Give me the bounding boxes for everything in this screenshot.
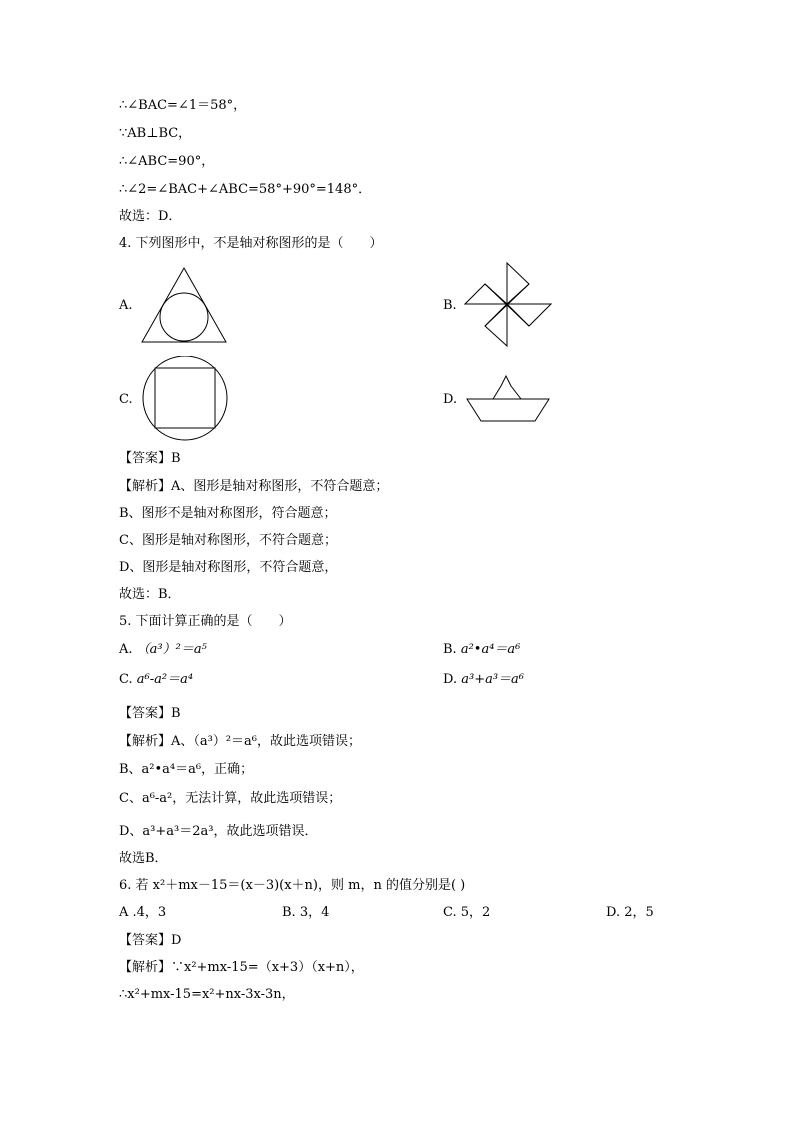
option-d: D. 2，5 xyxy=(606,905,654,920)
option-b-label: B. xyxy=(443,298,457,313)
analysis-line: B、图形不是轴对称图形，符合题意； xyxy=(119,506,337,521)
option-label: C. xyxy=(119,672,133,687)
option-expression: a²•a⁴＝a⁶ xyxy=(460,642,521,657)
answer: 【答案】D xyxy=(119,933,182,948)
question-5-stem: 5. 下面计算正确的是（ ） xyxy=(119,614,292,629)
analysis-line: 故选：B． xyxy=(119,587,181,602)
analysis-line: D、a³+a³＝2a³，故此选项错误． xyxy=(119,824,318,839)
option-b xyxy=(443,641,520,659)
text-line: ∴∠BAC=∠1＝58°， xyxy=(119,98,247,113)
option-label: B. xyxy=(443,642,457,657)
option-c-label: C. xyxy=(119,392,133,407)
option-a xyxy=(119,641,207,659)
question-6-stem: 6. 若 x²＋mx－15＝(x－3)(x＋n)，则 m，n 的值分别是( ) xyxy=(119,878,466,893)
paper-boat-figure xyxy=(465,372,551,424)
analysis-line: 【解析】∵x²+mx-15=（x+3）（x+n）， xyxy=(119,960,364,975)
answer: 【答案】B xyxy=(119,451,181,466)
option-c xyxy=(119,671,193,689)
option-expression: （a³）²＝a⁵ xyxy=(136,642,207,657)
analysis-line: 【解析】A、图形是轴对称图形，不符合题意； xyxy=(119,479,389,494)
question-4-stem: 4. 下列图形中，不是轴对称图形的是（ ） xyxy=(119,236,383,251)
text-line: ∴∠2=∠BAC+∠ABC=58°+90°=148°． xyxy=(119,182,372,197)
analysis-line: B、a²•a⁴＝a⁶，正确； xyxy=(119,762,254,777)
option-expression: a⁶-a²＝a⁴ xyxy=(136,672,194,687)
circle-square-figure xyxy=(140,356,230,442)
option-b: B. 3，4 xyxy=(282,905,330,920)
option-d-label: D. xyxy=(443,392,458,407)
analysis-line: 【解析】A、（a³）²＝a⁶，故此选项错误； xyxy=(119,734,362,749)
option-d xyxy=(443,671,524,689)
analysis-line: C、a⁶-a²，无法计算，故此选项错误； xyxy=(119,791,342,806)
option-expression: a³+a³＝a⁶ xyxy=(461,672,525,687)
option-c: C. 5，2 xyxy=(443,905,491,920)
option-label: A. xyxy=(119,642,133,657)
text-line: 故选：D． xyxy=(119,209,182,224)
triangle-circle-figure xyxy=(138,265,230,345)
analysis-line: 故选B． xyxy=(119,851,168,866)
pinwheel-figure xyxy=(463,262,553,348)
analysis-line: C、图形是轴对称图形，不符合题意； xyxy=(119,533,337,548)
option-label: D. xyxy=(443,672,458,687)
option-a-label: A. xyxy=(119,298,133,313)
text-line: ∴∠ABC=90°， xyxy=(119,154,215,169)
answer: 【答案】B xyxy=(119,706,181,721)
analysis-line: D、图形是轴对称图形，不符合题意， xyxy=(119,560,338,575)
analysis-line: ∴x²+mx-15=x²+nx-3x-3n， xyxy=(119,987,295,1002)
text-line: ∵AB⊥BC， xyxy=(119,126,192,141)
option-a: A .4，3 xyxy=(119,905,167,920)
